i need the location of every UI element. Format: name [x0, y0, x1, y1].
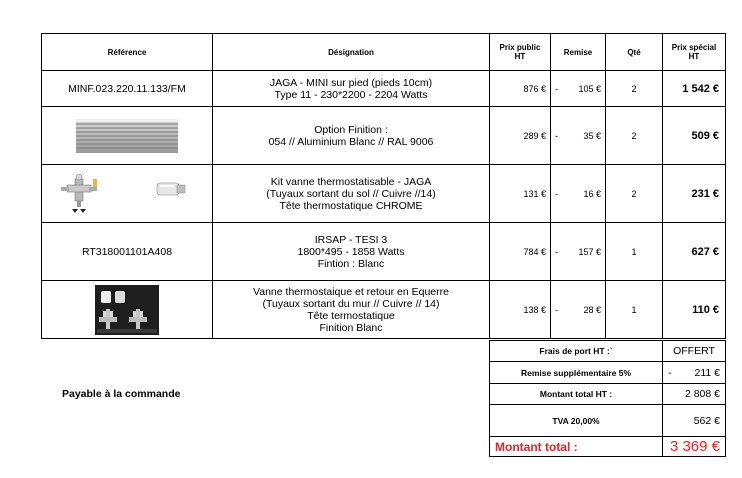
montant-total-value: 3 369 €	[663, 437, 726, 457]
table-row	[42, 71, 726, 107]
row-reference: RT318001101A408	[42, 223, 213, 281]
row-image-cell	[42, 165, 213, 223]
remise-sign: -	[555, 304, 558, 315]
header-qte: Qté	[606, 34, 663, 71]
row-prix-public: 784 €	[490, 223, 551, 281]
summary-table	[489, 340, 726, 457]
row-designation	[213, 223, 490, 281]
row-designation	[213, 165, 490, 223]
remise-sign: -	[555, 188, 558, 199]
remise-sup-value: 211 €	[694, 366, 720, 379]
row-prix-special: 110 €	[663, 281, 726, 339]
montant-ht-label: Montant total HT :	[490, 384, 663, 405]
table-row	[42, 165, 726, 223]
row-remise	[551, 165, 606, 223]
header-prix-public: Prix public HT	[490, 34, 551, 71]
angle-valve-image	[95, 285, 159, 335]
row-qte: 1	[606, 223, 663, 281]
montant-total-label: Montant total :	[490, 437, 663, 457]
summary-frais-row	[490, 341, 726, 362]
remise-value: 16 €	[583, 188, 601, 199]
designation-line: (Tuyaux sortant du sol // Cuivre //14)	[266, 187, 436, 200]
summary-remise-row	[490, 362, 726, 384]
row-designation	[213, 71, 490, 107]
row-prix-special: 231 €	[663, 165, 726, 223]
table-row	[42, 281, 726, 339]
row-qte: 2	[606, 165, 663, 223]
designation-line: 054 // Aluminium Blanc // RAL 9006	[268, 135, 434, 148]
remise-value: 28 €	[583, 304, 601, 315]
designation-line: (Tuyaux sortant du mur // Cuivre // 14)	[262, 297, 440, 310]
header-reference: Référence	[42, 34, 213, 71]
designation-line: IRSAP - TESI 3	[314, 233, 388, 246]
remise-sup-cell	[663, 362, 726, 384]
quote-table	[41, 33, 726, 339]
remise-value: 105 €	[578, 83, 601, 94]
remise-value: 35 €	[583, 130, 601, 141]
designation-line: JAGA - MINI sur pied (pieds 10cm)	[269, 76, 433, 89]
designation-line: Tête termostatique	[307, 309, 395, 322]
row-prix-public: 131 €	[490, 165, 551, 223]
frais-label: Frais de port HT :`	[490, 341, 663, 362]
row-designation	[213, 281, 490, 339]
designation-line: 1800*495 - 1858 Watts	[297, 245, 405, 258]
designation-line: Fintion : Blanc	[317, 257, 385, 270]
montant-ht-value: 2 808 €	[663, 384, 726, 405]
designation-line: Option Finition :	[314, 123, 388, 136]
row-remise	[551, 281, 606, 339]
remise-sup-label: Remise supplémentaire 5%	[490, 362, 663, 384]
tva-label: TVA 20,00%	[490, 405, 663, 437]
designation-line: Tête thermostatique CHROME	[279, 199, 423, 212]
payment-terms: Payable à la commande	[62, 388, 181, 400]
row-prix-public: 138 €	[490, 281, 551, 339]
tva-value: 562 €	[663, 405, 726, 437]
frais-value: OFFERT	[663, 341, 726, 362]
row-designation	[213, 107, 490, 165]
row-prix-special: 627 €	[663, 223, 726, 281]
header-row	[42, 34, 726, 71]
valve-kit-image	[47, 171, 207, 217]
row-prix-public: 876 €	[490, 71, 551, 107]
summary-tva-row	[490, 405, 726, 437]
summary-ht-row	[490, 384, 726, 405]
row-prix-public: 289 €	[490, 107, 551, 165]
header-prix-special: Prix spécial HT	[663, 34, 726, 71]
radiator-grille-image	[74, 115, 180, 157]
header-designation: Désignation	[213, 34, 490, 71]
table-row	[42, 107, 726, 165]
row-remise	[551, 107, 606, 165]
row-qte: 2	[606, 107, 663, 165]
row-image-cell	[42, 281, 213, 339]
remise-sign: -	[555, 83, 558, 94]
remise-sign: -	[555, 246, 558, 257]
remise-sup-sign: -	[668, 366, 672, 379]
designation-line: Kit vanne thermostatisable - JAGA	[270, 175, 432, 188]
row-remise	[551, 71, 606, 107]
remise-sign: -	[555, 130, 558, 141]
row-prix-special: 509 €	[663, 107, 726, 165]
summary-total-row	[490, 437, 726, 457]
row-prix-special: 1 542 €	[663, 71, 726, 107]
row-qte: 2	[606, 71, 663, 107]
row-image-cell	[42, 107, 213, 165]
header-remise: Remise	[551, 34, 606, 71]
row-reference: MINF.023.220.11.133/FM	[42, 71, 213, 107]
designation-line: Type 11 - 230*2200 - 2204 Watts	[274, 88, 428, 101]
remise-value: 157 €	[578, 246, 601, 257]
row-remise	[551, 223, 606, 281]
designation-line: Finition Blanc	[319, 321, 383, 334]
row-qte: 1	[606, 281, 663, 339]
table-row	[42, 223, 726, 281]
designation-line: Vanne thermostaique et retour en Equerre	[253, 285, 449, 298]
